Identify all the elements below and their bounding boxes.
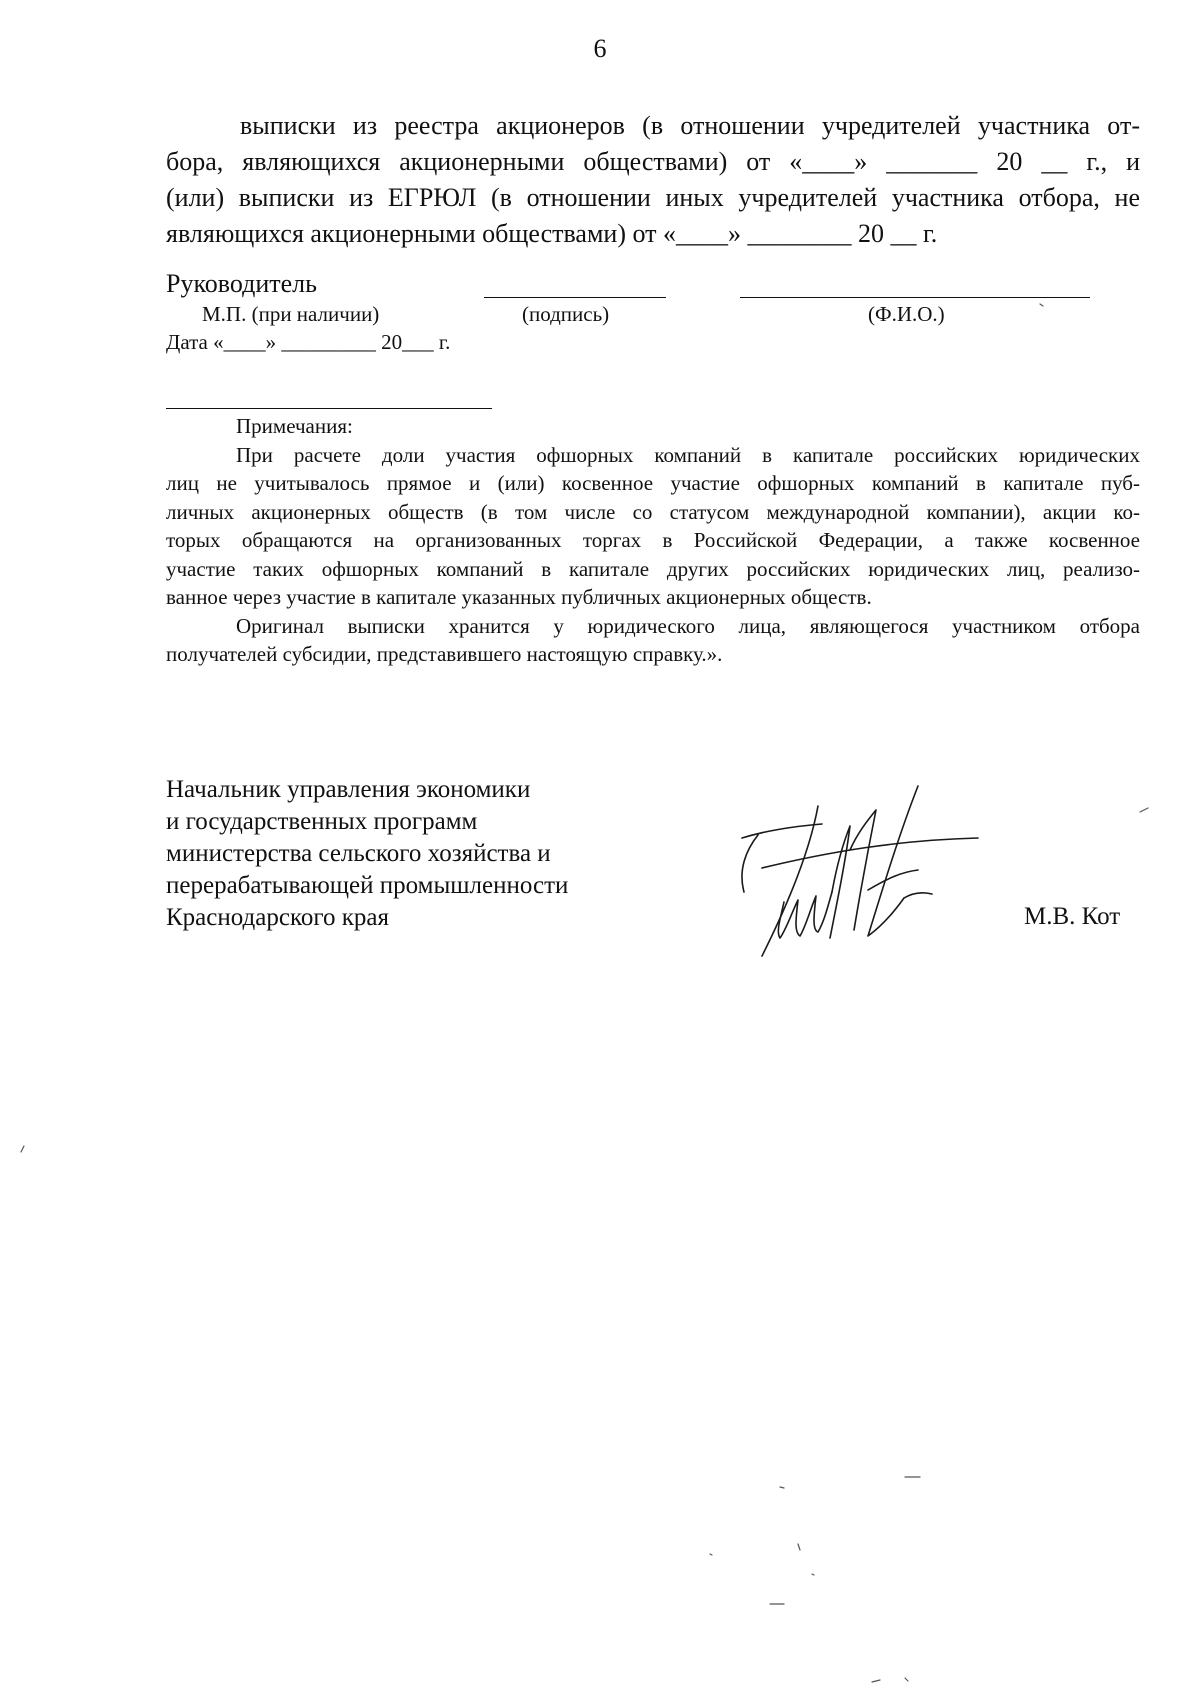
main-line: выписки из реестра акционеров (в отношении учредителей участника от- bbox=[240, 111, 1140, 140]
chief-title-line: и государственных программ bbox=[166, 808, 478, 835]
main-line: (или) выписки из ЕГРЮЛ (в отношении иных учредителей участника отбора, не bbox=[166, 183, 1140, 212]
chief-title-line: министерства сельского хозяйства и bbox=[166, 840, 551, 867]
note-line: ванное через участие в капитале указанных публичных акционерных обществ. bbox=[166, 585, 872, 609]
note-line: личных акционерных обществ (в том числе со статусом международной компании), акции ко- bbox=[166, 499, 1140, 524]
chief-title-line: перерабатывающей промышленности bbox=[166, 872, 569, 899]
note-line: получателей субсидии, представившего настоящую справку.». bbox=[166, 642, 723, 666]
note-paragraph bbox=[166, 612, 1140, 669]
note-line: участие таких офшорных компаний в капитале других российских юридических лиц, реализо- bbox=[166, 556, 1140, 581]
main-paragraph bbox=[166, 108, 1140, 252]
note-paragraph bbox=[166, 441, 1140, 612]
handwritten-signature bbox=[718, 780, 1028, 960]
chief-title-line: Начальник управления экономики bbox=[166, 776, 531, 803]
note-line: При расчете доли участия офшорных компаний в капитале российских юридических bbox=[236, 442, 1140, 467]
note-line: Оригинал выписки хранится у юридического лица, являющегося участником отбора bbox=[236, 613, 1140, 638]
chief-title-line: Краснодарского края bbox=[166, 904, 389, 931]
main-line: бора, являющихся акционерными обществами) от «____» _______ 20 __ г., и bbox=[166, 147, 1140, 176]
fio-blank-line bbox=[740, 297, 1090, 298]
head-role-label: Руководитель bbox=[166, 269, 317, 298]
signature-caption: (подпись) bbox=[522, 302, 610, 326]
note-line: лиц не учитывалось прямое и (или) косвенное участие офшорных компаний в капитале пуб- bbox=[166, 471, 1140, 495]
page-number: 6 bbox=[593, 34, 607, 63]
notes-title: Примечания: bbox=[236, 414, 353, 438]
main-line: являющихся акционерными обществами) от «____» ________ 20 __ г. bbox=[166, 219, 938, 248]
fio-caption: (Ф.И.О.) bbox=[868, 302, 945, 326]
notes-section bbox=[166, 412, 1140, 669]
note-line: торых обращаются на организованных торгах в Российской Федерации, а также косвенное bbox=[166, 528, 1140, 552]
stamp-caption: М.П. (при наличии) bbox=[202, 302, 380, 326]
signature-blank-line bbox=[484, 297, 666, 298]
chief-title bbox=[166, 774, 568, 934]
date-line: Дата «____» _________ 20___ г. bbox=[166, 330, 451, 354]
footnote-divider bbox=[166, 408, 492, 409]
chief-name: М.В. Кот bbox=[1024, 903, 1121, 930]
